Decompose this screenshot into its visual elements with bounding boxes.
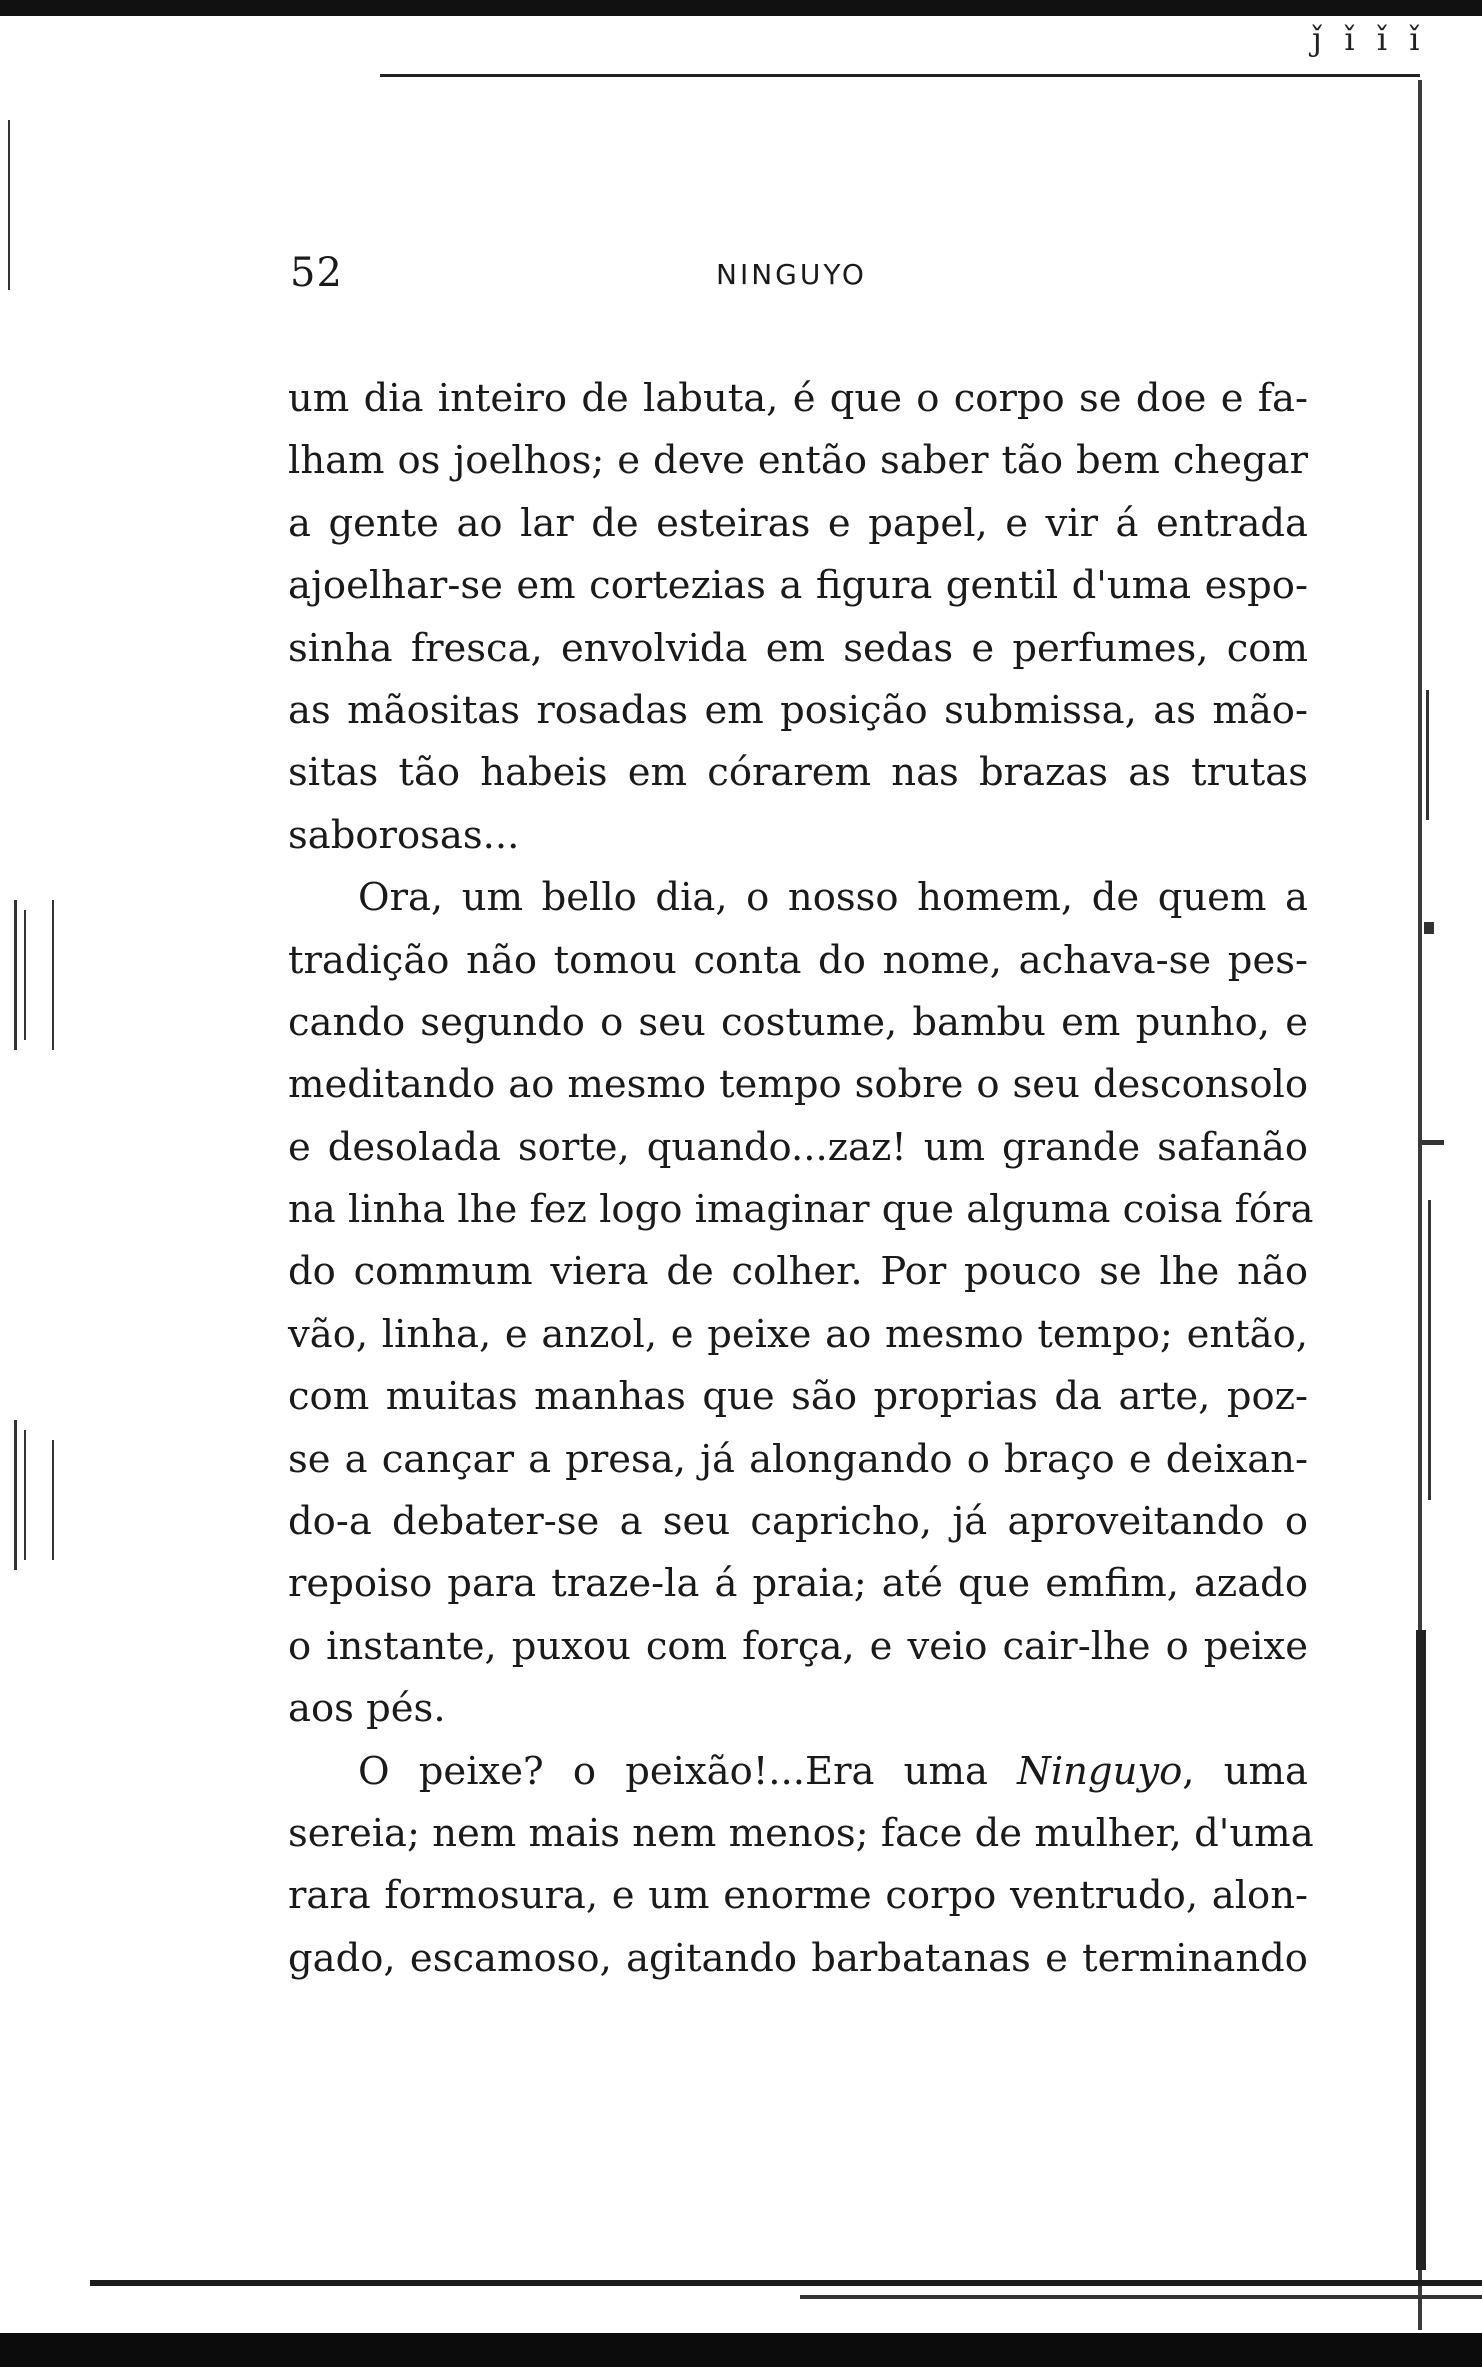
bleed-mark <box>24 910 26 1040</box>
text-line: gado, escamoso, agitando barbatanas e terminando <box>288 1935 1308 1981</box>
bleed-mark <box>1426 690 1429 820</box>
text-line: sitas tão habeis em córarem nas brazas as trutas <box>288 750 1308 796</box>
bleed-mark <box>14 1420 17 1570</box>
text-line: do-a debater-se a seu capricho, já aproveitando o <box>288 1499 1308 1545</box>
bleed-mark <box>1422 1140 1444 1145</box>
scan-rule-top <box>380 74 1420 77</box>
scan-edge-bottom <box>0 2333 1482 2367</box>
bleed-mark <box>24 1430 26 1560</box>
text-line: as mãositas rosadas em posição submissa, as mão- <box>288 687 1308 733</box>
scan-edge-right-lower <box>1416 1630 1426 2270</box>
text-line: e desolada sorte, quando...zaz! um grande safanão <box>288 1124 1308 1170</box>
bleed-mark <box>1428 1200 1431 1500</box>
text-line: sinha fresca, envolvida em sedas e perfumes, com <box>288 625 1308 671</box>
text-line: O peixe? o peixão!...Era uma Ninguyo, uma <box>358 1748 1308 1794</box>
text-line: cando segundo o seu costume, bambu em punho, e <box>288 999 1308 1045</box>
text-line: meditando ao mesmo tempo sobre o seu desconsolo <box>288 1062 1308 1108</box>
page-number: 52 <box>290 250 343 296</box>
body-text <box>288 368 1314 1990</box>
corner-ornament: ǰ ǐ ǐ ǐ <box>1312 20 1426 58</box>
bleed-mark <box>8 120 10 290</box>
bleed-mark <box>52 900 54 1050</box>
text-line: lham os joelhos; e deve então saber tão bem chegar <box>288 438 1308 484</box>
text-line: na linha lhe fez logo imaginar que alguma coisa fóra <box>288 1187 1314 1233</box>
scan-rule-bottom-secondary <box>800 2295 1482 2299</box>
text-line: tradição não tomou conta do nome, achava-se pes- <box>288 937 1308 983</box>
text-line: se a cançar a presa, já alongando o braço e deixan- <box>288 1436 1308 1482</box>
text-line: saborosas... <box>288 812 520 858</box>
bleed-mark <box>1424 922 1434 934</box>
bleed-mark <box>14 900 17 1050</box>
text-line: sereia; nem mais nem menos; face de mulher, d'uma <box>288 1810 1314 1856</box>
text-line: vão, linha, e anzol, e peixe ao mesmo tempo; então, <box>288 1311 1308 1357</box>
scan-edge-top <box>0 0 1482 16</box>
text-line: a gente ao lar de esteiras e papel, e vir á entrada <box>288 500 1308 546</box>
bleed-mark <box>52 1440 54 1560</box>
text-line: ajoelhar-se em cortezias a figura gentil d'uma espo- <box>288 563 1308 609</box>
text-line: rara formosura, e um enorme corpo ventrudo, alon- <box>288 1873 1308 1919</box>
scan-rule-bottom <box>90 2280 1482 2286</box>
text-line: um dia inteiro de labuta, é que o corpo se doe e fa- <box>288 376 1308 421</box>
text-line: do commum viera de colher. Por pouco se lhe não <box>288 1249 1308 1295</box>
text-line: repoiso para traze-la á praia; até que emfim, azado <box>288 1561 1308 1607</box>
text-line: aos pés. <box>288 1686 446 1732</box>
running-head: NINGUYO <box>716 258 867 291</box>
text-line: o instante, puxou com força, e veio cair-lhe o peixe <box>288 1623 1308 1669</box>
text-line: com muitas manhas que são proprias da arte, poz- <box>288 1374 1308 1420</box>
text-line: Ora, um bello dia, o nosso homem, de quem a <box>358 875 1308 921</box>
